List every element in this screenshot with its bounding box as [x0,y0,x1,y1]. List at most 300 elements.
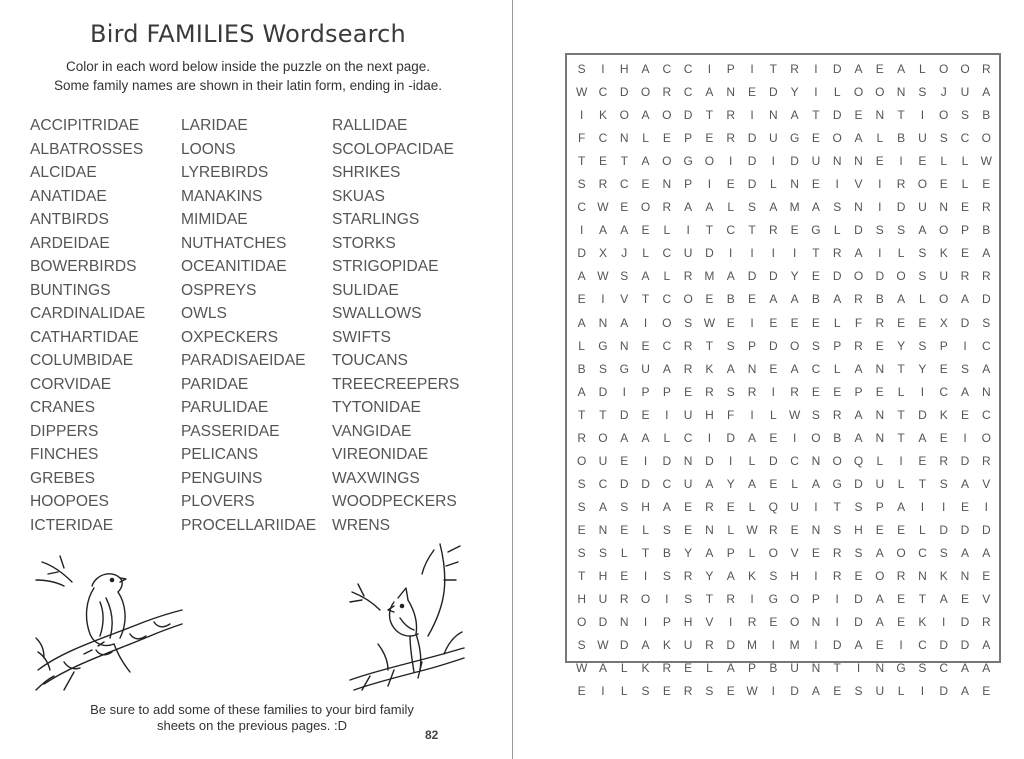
grid-cell[interactable]: A [897,499,906,514]
grid-cell[interactable]: D [705,453,714,468]
grid-cell[interactable]: E [641,177,650,192]
grid-cell[interactable]: S [577,476,586,491]
grid-cell[interactable]: S [598,545,607,560]
grid-cell[interactable]: L [897,384,905,399]
grid-cell[interactable]: A [897,62,906,76]
grid-cell[interactable]: S [875,223,884,238]
grid-cell[interactable]: D [854,223,863,238]
grid-cell[interactable]: A [726,361,735,376]
grid-cell[interactable]: S [577,177,586,192]
grid-cell[interactable]: C [939,661,949,676]
grid-cell[interactable]: E [939,177,948,192]
grid-cell[interactable]: O [853,85,864,100]
grid-cell[interactable]: A [641,638,650,653]
grid-cell[interactable]: B [982,108,991,123]
grid-cell[interactable]: I [750,592,754,607]
grid-cell[interactable]: L [748,453,756,468]
grid-cell[interactable]: I [814,638,818,653]
grid-cell[interactable]: R [896,569,906,584]
grid-cell[interactable]: L [748,545,756,560]
grid-cell[interactable]: L [727,200,735,215]
grid-cell[interactable]: K [662,638,671,653]
grid-cell[interactable]: I [729,453,733,468]
grid-cell[interactable]: L [940,154,948,169]
grid-cell[interactable]: C [811,361,821,376]
grid-cell[interactable]: E [684,384,693,399]
grid-cell[interactable]: N [960,569,970,584]
grid-cell[interactable]: A [960,545,969,560]
grid-cell[interactable]: S [833,522,842,537]
grid-cell[interactable]: E [982,569,991,584]
grid-cell[interactable]: H [577,592,586,607]
grid-cell[interactable]: I [707,177,712,192]
grid-cell[interactable]: R [896,177,906,192]
grid-cell[interactable]: E [960,407,969,422]
grid-cell[interactable]: I [835,615,839,630]
grid-cell[interactable]: W [597,269,609,284]
grid-cell[interactable]: S [960,361,969,376]
grid-cell[interactable]: A [854,638,863,653]
grid-cell[interactable]: O [939,108,949,123]
grid-cell[interactable]: E [918,154,927,169]
grid-cell[interactable]: H [854,522,863,537]
grid-cell[interactable]: D [768,338,778,353]
grid-cell[interactable]: R [832,545,842,560]
grid-cell[interactable]: A [769,200,778,215]
grid-cell[interactable]: R [683,361,693,376]
grid-cell[interactable]: R [832,407,842,422]
grid-cell[interactable]: E [960,246,969,261]
grid-cell[interactable]: S [811,338,820,353]
grid-cell[interactable]: Y [726,476,735,491]
grid-cell[interactable]: N [726,85,736,100]
grid-cell[interactable]: O [832,131,842,146]
grid-cell[interactable]: R [854,338,863,353]
grid-cell[interactable]: A [726,661,735,676]
grid-cell[interactable]: P [662,615,671,630]
grid-cell[interactable]: X [939,315,948,330]
grid-cell[interactable]: I [792,430,797,445]
grid-cell[interactable]: E [662,131,671,146]
grid-cell[interactable]: A [641,62,650,76]
grid-cell[interactable]: E [875,154,884,169]
grid-cell[interactable]: B [875,292,884,307]
grid-cell[interactable]: N [768,108,778,123]
grid-cell[interactable]: S [833,200,842,215]
grid-cell[interactable]: C [981,338,991,353]
grid-cell[interactable]: A [897,292,906,307]
grid-cell[interactable]: D [875,269,885,284]
grid-cell[interactable]: D [747,154,757,169]
grid-cell[interactable]: L [663,430,671,445]
grid-cell[interactable]: S [918,246,927,261]
grid-cell[interactable]: T [577,154,586,169]
grid-cell[interactable]: T [812,246,820,261]
grid-cell[interactable]: S [726,338,735,353]
grid-cell[interactable]: A [684,200,693,215]
grid-cell[interactable]: W [788,407,801,422]
grid-cell[interactable]: R [790,62,799,76]
grid-cell[interactable]: A [726,269,735,284]
grid-cell[interactable]: L [769,177,777,192]
grid-cell[interactable]: V [705,615,714,630]
grid-cell[interactable]: O [875,85,885,100]
grid-cell[interactable]: L [620,545,628,560]
grid-cell[interactable]: W [746,684,758,699]
grid-cell[interactable]: E [960,499,969,514]
grid-cell[interactable]: K [705,361,714,376]
grid-cell[interactable]: A [960,684,969,699]
grid-cell[interactable]: T [641,545,650,560]
grid-cell[interactable]: S [705,684,714,699]
grid-cell[interactable]: N [811,661,821,676]
grid-cell[interactable]: U [768,131,778,146]
grid-cell[interactable]: B [833,430,842,445]
grid-cell[interactable]: E [833,684,842,699]
grid-cell[interactable]: E [577,292,586,307]
grid-cell[interactable]: I [814,85,818,100]
grid-cell[interactable]: C [598,85,608,100]
grid-cell[interactable]: D [896,200,906,215]
grid-cell[interactable]: E [833,384,842,399]
grid-cell[interactable]: I [835,592,839,607]
grid-cell[interactable]: A [854,131,863,146]
grid-cell[interactable]: N [832,154,842,169]
grid-cell[interactable]: E [577,684,586,699]
grid-cell[interactable]: R [854,292,863,307]
grid-cell[interactable]: T [641,292,650,307]
grid-cell[interactable]: A [875,615,884,630]
grid-cell[interactable]: E [897,522,906,537]
grid-cell[interactable]: L [642,246,649,261]
grid-cell[interactable]: U [960,85,970,100]
grid-cell[interactable]: O [896,269,906,284]
grid-cell[interactable]: O [640,592,651,607]
grid-cell[interactable]: I [942,615,946,630]
grid-cell[interactable]: E [726,684,735,699]
grid-cell[interactable]: S [960,108,969,123]
grid-cell[interactable]: A [918,430,927,445]
grid-cell[interactable]: I [963,338,967,353]
grid-cell[interactable]: R [662,200,672,215]
grid-cell[interactable]: O [939,292,949,307]
grid-cell[interactable]: U [683,407,693,422]
grid-cell[interactable]: S [641,684,650,699]
grid-cell[interactable]: S [662,569,671,584]
grid-cell[interactable]: C [790,453,799,468]
grid-cell[interactable]: A [982,545,991,560]
grid-cell[interactable]: A [960,292,969,307]
grid-cell[interactable]: C [918,638,927,653]
grid-cell[interactable]: L [919,292,926,307]
grid-cell[interactable]: S [577,545,586,560]
grid-cell[interactable]: E [897,615,906,630]
grid-cell[interactable]: Q [853,453,864,468]
grid-cell[interactable]: D [726,430,736,445]
grid-cell[interactable]: W [746,522,758,537]
grid-cell[interactable]: U [641,361,650,376]
grid-cell[interactable]: O [662,108,672,123]
grid-cell[interactable]: A [790,361,799,376]
grid-cell[interactable]: L [663,223,671,238]
grid-cell[interactable]: N [811,453,821,468]
grid-cell[interactable]: A [620,430,629,445]
grid-cell[interactable]: U [790,661,799,676]
grid-cell[interactable]: O [576,615,587,630]
grid-cell[interactable]: T [620,154,628,169]
grid-cell[interactable]: S [811,407,820,422]
grid-cell[interactable]: P [641,384,650,399]
grid-cell[interactable]: E [790,522,799,537]
grid-cell[interactable]: D [790,154,799,169]
grid-cell[interactable]: U [939,269,949,284]
grid-cell[interactable]: N [619,131,629,146]
grid-cell[interactable]: H [641,499,650,514]
grid-cell[interactable]: S [918,338,927,353]
grid-cell[interactable]: N [619,615,629,630]
grid-cell[interactable]: I [707,62,712,76]
grid-cell[interactable]: R [683,269,693,284]
grid-cell[interactable]: K [939,246,948,261]
grid-cell[interactable]: P [726,545,735,560]
grid-cell[interactable]: S [939,131,948,146]
grid-cell[interactable]: G [768,592,778,607]
grid-cell[interactable]: K [641,661,650,676]
grid-cell[interactable]: U [918,200,927,215]
grid-cell[interactable]: A [577,384,586,399]
grid-cell[interactable]: R [768,522,778,537]
grid-cell[interactable]: A [705,476,714,491]
grid-cell[interactable]: I [771,684,775,699]
grid-cell[interactable]: K [939,407,948,422]
grid-cell[interactable]: A [598,223,607,238]
grid-cell[interactable]: D [641,476,650,491]
grid-cell[interactable]: Y [684,545,693,560]
grid-cell[interactable]: D [854,592,863,607]
grid-cell[interactable]: E [982,684,991,699]
grid-cell[interactable]: O [704,154,715,169]
grid-cell[interactable]: E [620,200,629,215]
grid-cell[interactable]: O [662,315,672,330]
grid-cell[interactable]: E [620,453,629,468]
grid-cell[interactable]: E [875,384,884,399]
grid-cell[interactable]: E [960,200,969,215]
grid-cell[interactable]: E [854,569,863,584]
grid-cell[interactable]: T [897,430,905,445]
grid-cell[interactable]: D [598,615,608,630]
grid-cell[interactable]: I [856,661,861,676]
grid-cell[interactable]: E [769,430,778,445]
grid-cell[interactable]: D [960,522,970,537]
grid-cell[interactable]: O [853,269,864,284]
grid-cell[interactable]: I [835,177,839,192]
grid-cell[interactable]: E [875,522,884,537]
grid-cell[interactable]: L [791,476,798,491]
grid-cell[interactable]: A [854,246,863,261]
grid-cell[interactable]: C [918,545,927,560]
grid-cell[interactable]: W [703,315,716,330]
grid-cell[interactable]: B [897,131,906,146]
grid-cell[interactable]: I [622,384,626,399]
grid-cell[interactable]: A [982,85,991,100]
grid-cell[interactable]: I [601,62,605,76]
grid-cell[interactable]: A [982,638,991,653]
grid-cell[interactable]: E [684,499,693,514]
grid-cell[interactable]: D [832,108,842,123]
grid-cell[interactable]: U [598,453,608,468]
grid-cell[interactable]: O [789,615,800,630]
grid-cell[interactable]: P [748,338,757,353]
grid-cell[interactable]: S [748,200,757,215]
grid-cell[interactable]: U [683,476,693,491]
grid-cell[interactable]: I [665,407,669,422]
grid-cell[interactable]: I [729,615,733,630]
grid-cell[interactable]: R [981,615,991,630]
grid-cell[interactable]: D [577,246,586,261]
grid-cell[interactable]: D [619,638,629,653]
grid-cell[interactable]: E [897,315,906,330]
grid-cell[interactable]: C [683,62,693,76]
grid-cell[interactable]: N [598,522,608,537]
grid-cell[interactable]: C [577,200,586,215]
grid-cell[interactable]: K [598,108,607,123]
grid-cell[interactable]: A [854,407,863,422]
grid-cell[interactable]: N [705,522,714,537]
grid-cell[interactable]: I [643,315,648,330]
grid-cell[interactable]: A [982,661,991,676]
grid-cell[interactable]: A [960,384,969,399]
grid-cell[interactable]: A [577,269,586,284]
grid-cell[interactable]: U [683,246,693,261]
grid-cell[interactable]: A [875,592,884,607]
grid-cell[interactable]: N [875,108,885,123]
grid-cell[interactable]: O [832,453,842,468]
grid-cell[interactable]: L [663,269,671,284]
grid-cell[interactable]: N [683,453,693,468]
grid-cell[interactable]: L [919,62,926,76]
grid-cell[interactable]: A [620,315,629,330]
grid-cell[interactable]: S [939,545,948,560]
grid-cell[interactable]: I [750,108,754,123]
grid-cell[interactable]: D [981,292,991,307]
grid-cell[interactable]: I [878,177,882,192]
grid-cell[interactable]: L [833,315,841,330]
grid-cell[interactable]: A [833,292,842,307]
grid-cell[interactable]: J [940,85,947,100]
grid-cell[interactable]: E [811,177,820,192]
grid-cell[interactable]: I [729,246,733,261]
grid-cell[interactable]: E [641,223,650,238]
grid-cell[interactable]: A [641,154,650,169]
grid-cell[interactable]: I [942,499,946,514]
grid-cell[interactable]: E [769,476,778,491]
grid-cell[interactable]: T [918,592,927,607]
grid-cell[interactable]: R [683,569,693,584]
grid-cell[interactable]: W [980,154,992,169]
grid-cell[interactable]: H [705,407,714,422]
grid-cell[interactable]: T [918,476,927,491]
grid-cell[interactable]: I [601,292,605,307]
grid-cell[interactable]: R [598,177,608,192]
grid-cell[interactable]: O [939,62,949,76]
grid-cell[interactable]: S [684,315,693,330]
grid-cell[interactable]: P [960,223,969,238]
grid-cell[interactable]: D [747,177,757,192]
grid-cell[interactable]: I [920,384,925,399]
grid-cell[interactable]: I [814,499,818,514]
grid-cell[interactable]: O [789,338,800,353]
grid-cell[interactable]: A [960,476,969,491]
grid-cell[interactable]: S [854,499,863,514]
grid-cell[interactable]: B [662,545,671,560]
grid-cell[interactable]: C [662,292,672,307]
grid-cell[interactable]: A [854,62,863,76]
grid-cell[interactable]: D [981,522,991,537]
grid-cell[interactable]: I [750,407,754,422]
grid-cell[interactable]: A [662,499,671,514]
grid-cell[interactable]: A [705,545,714,560]
grid-cell[interactable]: A [705,85,714,100]
grid-cell[interactable]: D [683,108,693,123]
grid-cell[interactable]: S [918,661,927,676]
grid-cell[interactable]: O [662,154,672,169]
grid-cell[interactable]: E [577,522,586,537]
grid-cell[interactable]: S [854,684,863,699]
grid-cell[interactable]: R [981,62,991,76]
grid-cell[interactable]: T [705,592,714,607]
grid-cell[interactable]: E [705,292,714,307]
grid-cell[interactable]: E [641,338,650,353]
grid-cell[interactable]: A [641,108,650,123]
grid-cell[interactable]: R [875,315,885,330]
grid-cell[interactable]: U [875,684,885,699]
grid-cell[interactable]: D [768,453,778,468]
grid-cell[interactable]: U [811,154,821,169]
grid-cell[interactable]: D [619,85,629,100]
grid-cell[interactable]: E [748,85,757,100]
grid-cell[interactable]: E [875,62,884,76]
grid-cell[interactable]: A [811,476,820,491]
grid-cell[interactable]: R [960,269,970,284]
grid-cell[interactable]: I [771,384,775,399]
grid-cell[interactable]: N [875,361,885,376]
grid-cell[interactable]: E [982,177,991,192]
grid-cell[interactable]: T [833,499,841,514]
grid-cell[interactable]: V [620,292,629,307]
grid-cell[interactable]: D [939,522,949,537]
grid-cell[interactable]: O [598,430,608,445]
grid-cell[interactable]: E [769,315,778,330]
grid-cell[interactable]: I [665,592,669,607]
grid-cell[interactable]: F [577,131,586,146]
grid-cell[interactable]: I [707,430,712,445]
grid-cell[interactable]: E [705,131,714,146]
grid-cell[interactable]: A [811,684,820,699]
grid-cell[interactable]: A [598,661,607,676]
grid-cell[interactable]: D [705,246,714,261]
grid-cell[interactable]: W [575,85,588,100]
grid-cell[interactable]: A [748,476,757,491]
grid-cell[interactable]: I [771,638,775,653]
grid-cell[interactable]: S [662,522,671,537]
grid-cell[interactable]: D [662,453,672,468]
grid-cell[interactable]: L [769,407,777,422]
grid-cell[interactable]: G [683,154,693,169]
grid-cell[interactable]: P [854,384,863,399]
grid-cell[interactable]: C [662,476,672,491]
grid-cell[interactable]: A [790,108,799,123]
grid-cell[interactable]: E [748,292,757,307]
